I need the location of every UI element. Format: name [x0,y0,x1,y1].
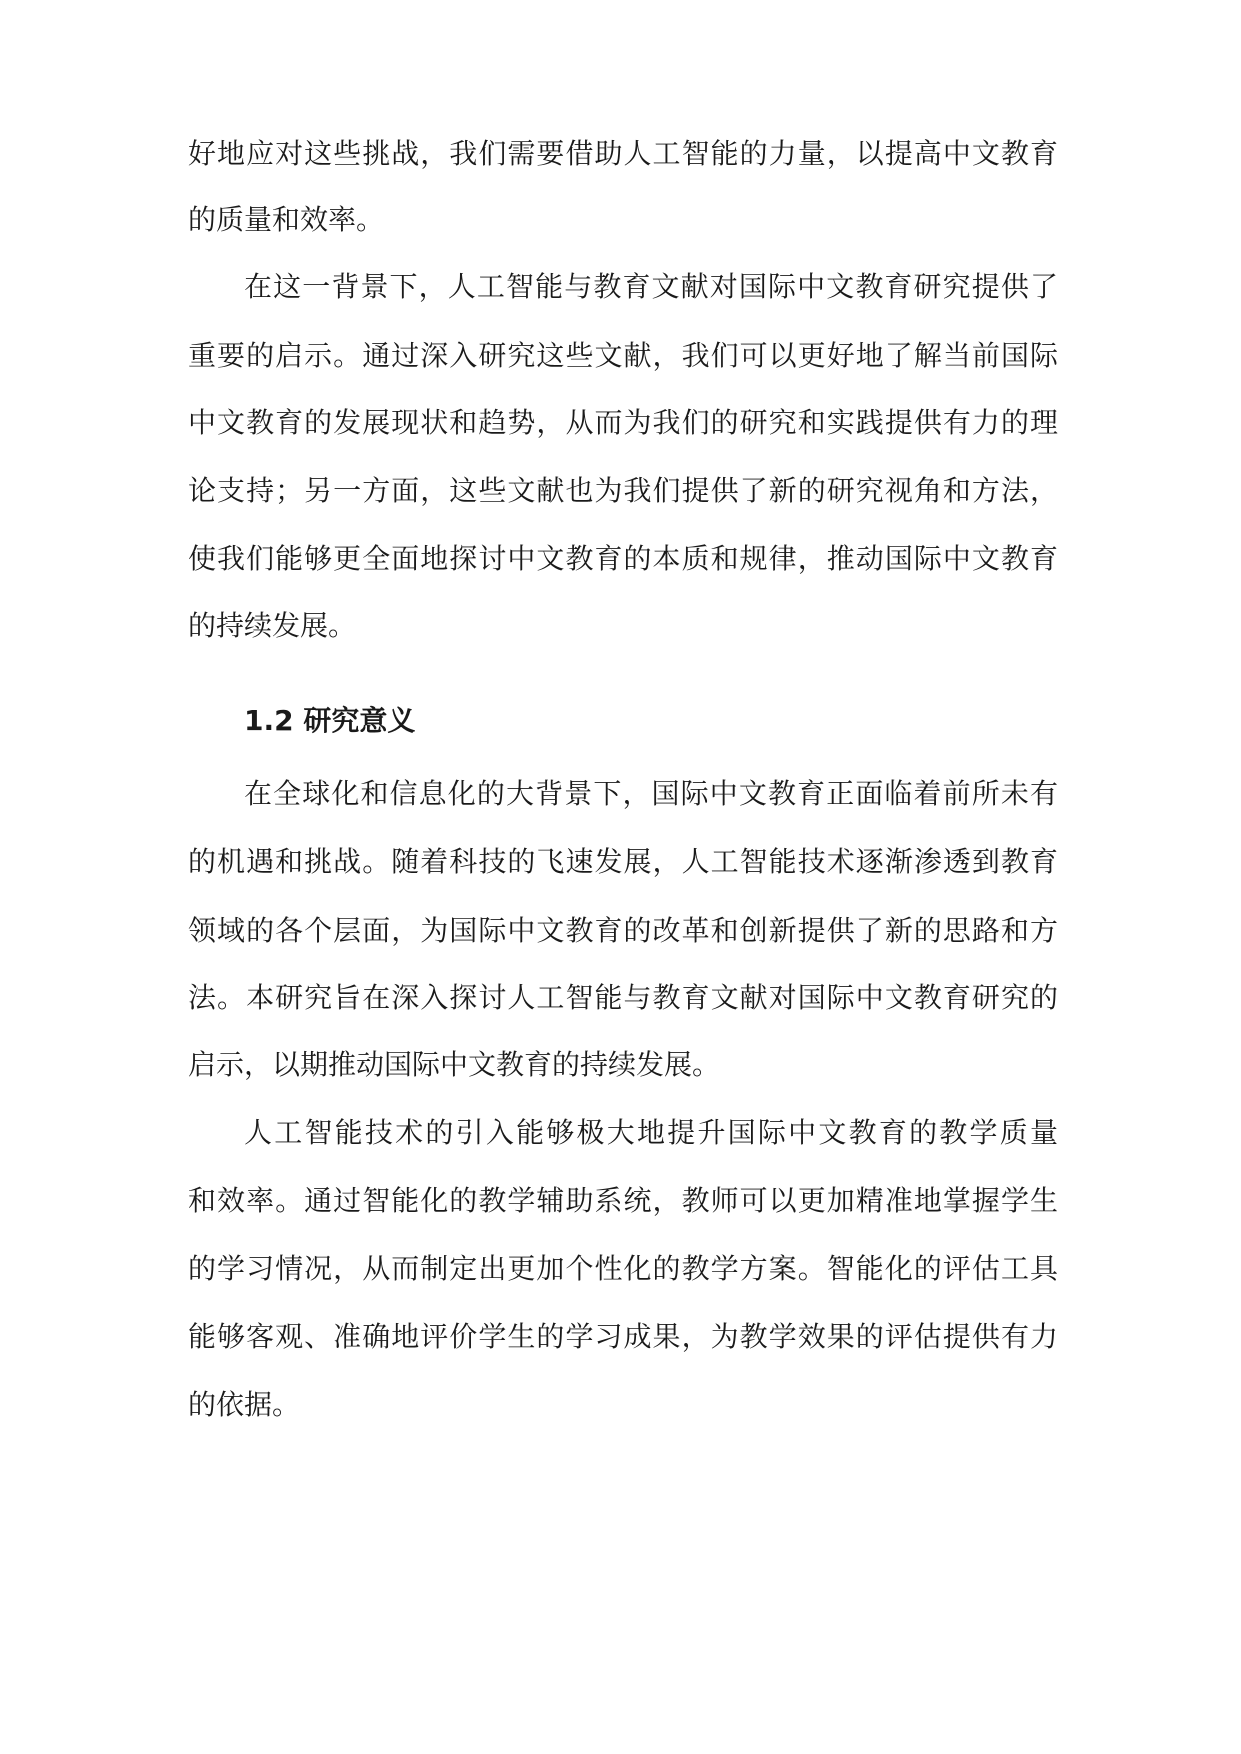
paragraph-2-line-2: 重要的启示。通过深入研究这些文献，我们可以更好地了解当前国际 [188,339,1058,372]
paragraph-2-line-4: 论支持；另一方面，这些文献也为我们提供了新的研究视角和方法， [188,474,1058,507]
paragraph-3-line-3: 领域的各个层面，为国际中文教育的改革和创新提供了新的思路和方 [188,914,1058,947]
paragraph-1-line-1: 好地应对这些挑战，我们需要借助人工智能的力量，以提高中文教育 [188,137,1058,170]
section-heading: 1.2 研究意义 [244,704,416,737]
paragraph-4-line-4: 能够客观、准确地评价学生的学习成果，为教学效果的评估提供有力 [188,1320,1058,1353]
paragraph-1-line-2: 的质量和效率。 [188,203,385,236]
paragraph-3-line-4: 法。本研究旨在深入探讨人工智能与教育文献对国际中文教育研究的 [188,981,1058,1014]
paragraph-3-line-1: 在全球化和信息化的大背景下，国际中文教育正面临着前所未有 [244,777,1058,810]
paragraph-2-line-5: 使我们能够更全面地探讨中文教育的本质和规律，推动国际中文教育 [188,542,1058,575]
paragraph-4-line-3: 的学习情况，从而制定出更加个性化的教学方案。智能化的评估工具 [188,1252,1058,1285]
paragraph-3-line-5: 启示，以期推动国际中文教育的持续发展。 [188,1048,721,1081]
paragraph-4-line-5: 的依据。 [188,1388,301,1421]
paragraph-2-line-3: 中文教育的发展现状和趋势，从而为我们的研究和实践提供有力的理 [188,406,1058,439]
paragraph-3-line-2: 的机遇和挑战。随着科技的飞速发展，人工智能技术逐渐渗透到教育 [188,845,1058,878]
paragraph-4-line-1: 人工智能技术的引入能够极大地提升国际中文教育的教学质量 [244,1116,1058,1149]
paragraph-4-line-2: 和效率。通过智能化的教学辅助系统，教师可以更加精准地掌握学生 [188,1184,1058,1217]
paragraph-2-line-6: 的持续发展。 [188,609,357,642]
paragraph-2-line-1: 在这一背景下，人工智能与教育文献对国际中文教育研究提供了 [244,270,1058,303]
